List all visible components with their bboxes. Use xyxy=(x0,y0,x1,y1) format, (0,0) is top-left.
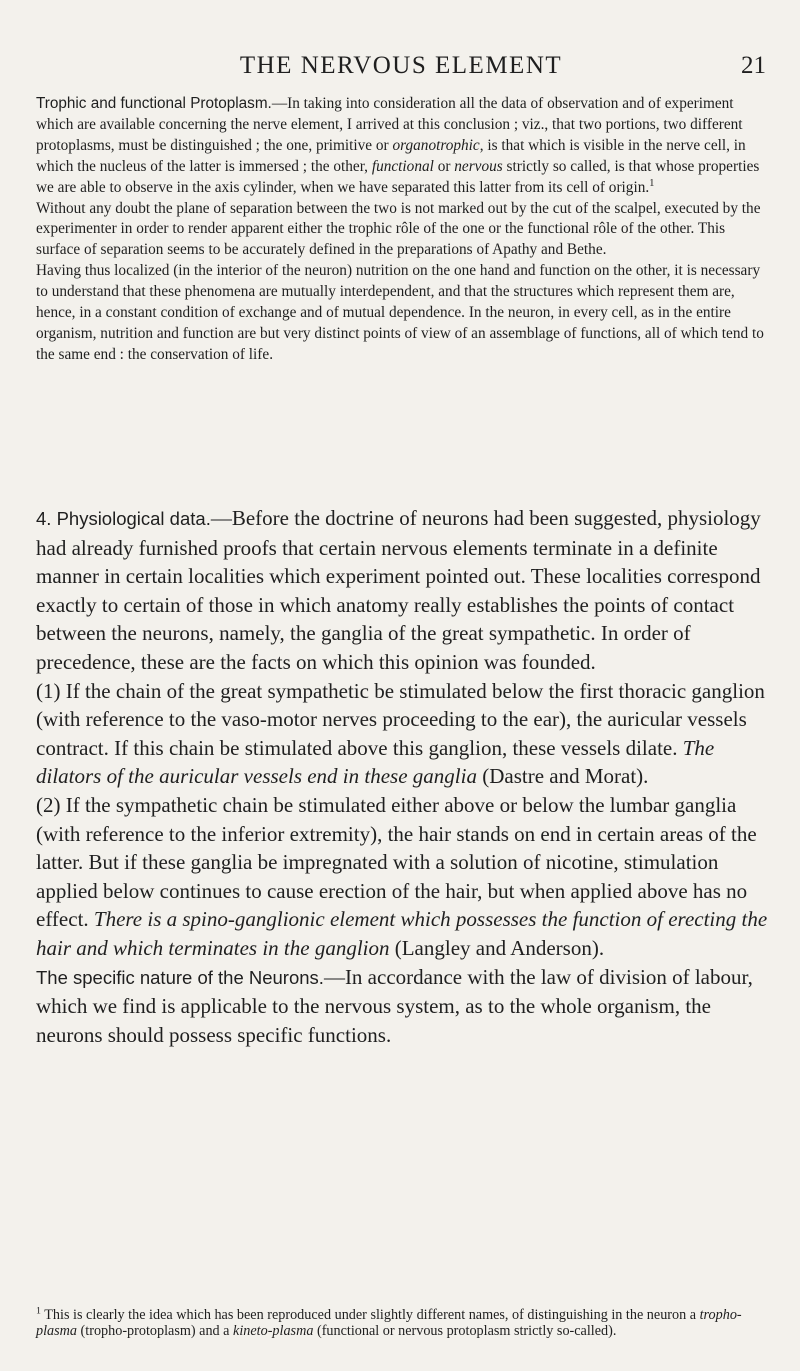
physiological-section xyxy=(36,504,768,1049)
text: —In taking into consideration all the data of observation and of experiment which are available concerning the nerve element, I arrived at this conclusion ; viz., that two portions, two different protoplasms, must be distinguished ; the one, primitive or xyxy=(36,95,743,154)
text: (Dastre and Morat). xyxy=(476,764,649,789)
footnote-text xyxy=(36,1307,768,1339)
text: This is clearly the idea which has been reproduced under slightly different names, of distinguishing in the neuron a xyxy=(40,1307,700,1323)
term: functional xyxy=(371,157,434,175)
text: (Langley and Anderson). xyxy=(389,935,605,960)
term: nervous xyxy=(454,157,503,175)
text: (functional or nervous protoplasm strictly so-called). xyxy=(313,1323,617,1339)
text: —Before the doctrine of neurons had been suggested, physiology had already furnished proofs that certain nervous elements terminate in a definite manner in certain localities which experiment pointed out. These localities correspond exactly to certain of those in which anatomy really establishes the points of contact between the neurons, namely, the ganglia of the great sympathetic. In order of precedence, these are the facts on which this opinion was founded. xyxy=(36,506,761,674)
section-heading: 4. Physiological data. xyxy=(36,508,211,529)
paragraph xyxy=(36,504,768,677)
emphasis: There is a spino-ganglionic element which possesses the function of erecting the hair and which terminates in the ganglion xyxy=(36,907,768,960)
running-title: THE NERVOUS ELEMENT xyxy=(239,52,563,79)
text: —In accordance with the law of division of labour, which we find is applicable to the nervous system, as to the whole organism, the neurons should possess specific functions. xyxy=(36,964,753,1047)
paragraph: Without any doubt the plane of separation between the two is not marked out by the cut of the scalpel, executed by the experimenter in order to render apparent either the trophic rôle of the one or the functional rôle of the other. This surface of separation seems to be accurately defined in the preparations of Apathy and Bethe. xyxy=(36,199,761,259)
paragraph xyxy=(36,94,768,199)
term: organotrophic xyxy=(392,136,480,154)
term: kineto-plasma xyxy=(233,1323,314,1339)
text: or xyxy=(433,157,455,175)
paragraph xyxy=(36,963,768,1050)
emphasis: The dilators of the auricular vessels end in these ganglia xyxy=(36,735,715,789)
trophic-section xyxy=(36,94,768,366)
page-number: 21 xyxy=(741,52,766,79)
text: (1) If the chain of the great sympathetic be stimulated below the first thoracic ganglion (with reference to the vaso-motor nerves proceeding to the ear), the auricular vessels contract. If this chain be stimulated above this ganglion, these vessels dilate. xyxy=(36,678,765,760)
section-heading: The specific nature of the Neurons. xyxy=(36,966,324,988)
paragraph: Having thus localized (in the interior of the neuron) nutrition on the one hand and function on the other, it is necessary to understand that these phenomena are mutually interdependent, and that the structures which represent them are, hence, in a constant condition of exchange and of mutual dependence. In the neuron, in every cell, as in the entire organism, nutrition and function are but very distinct points of view of an assemblage of functions, all of which tend to the same end : the conservation of life. xyxy=(36,262,764,363)
footnote-marker: 1 xyxy=(36,1305,41,1317)
text: strictly so called, is that whose properties we are able to observe in the axis cylinder, when we have separated this latter from its cell of origin. xyxy=(36,157,760,196)
paragraph xyxy=(36,791,768,963)
footnote xyxy=(36,1307,768,1339)
text: (2) If the sympathetic chain be stimulated either above or below the lumbar ganglia (with reference to the inferior extremity), the hair stands on end in certain areas of the latter. But if these ganglia be impregnated with a solution of nicotine, stimulation applied below continues to cause erection of the hair, but when applied above has no effect. xyxy=(36,792,757,932)
section-heading: Trophic and functional Protoplasm. xyxy=(36,95,272,112)
text: , is that which is visible in the nerve cell, in which the nucleus of the latter is immersed ; the other, xyxy=(36,136,746,175)
paragraph xyxy=(36,677,768,791)
footnote-ref[interactable]: 1 xyxy=(649,176,655,189)
term: tropho-plasma xyxy=(36,1307,742,1339)
text: (tropho-protoplasm) and a xyxy=(77,1323,234,1339)
page-header xyxy=(36,52,766,88)
